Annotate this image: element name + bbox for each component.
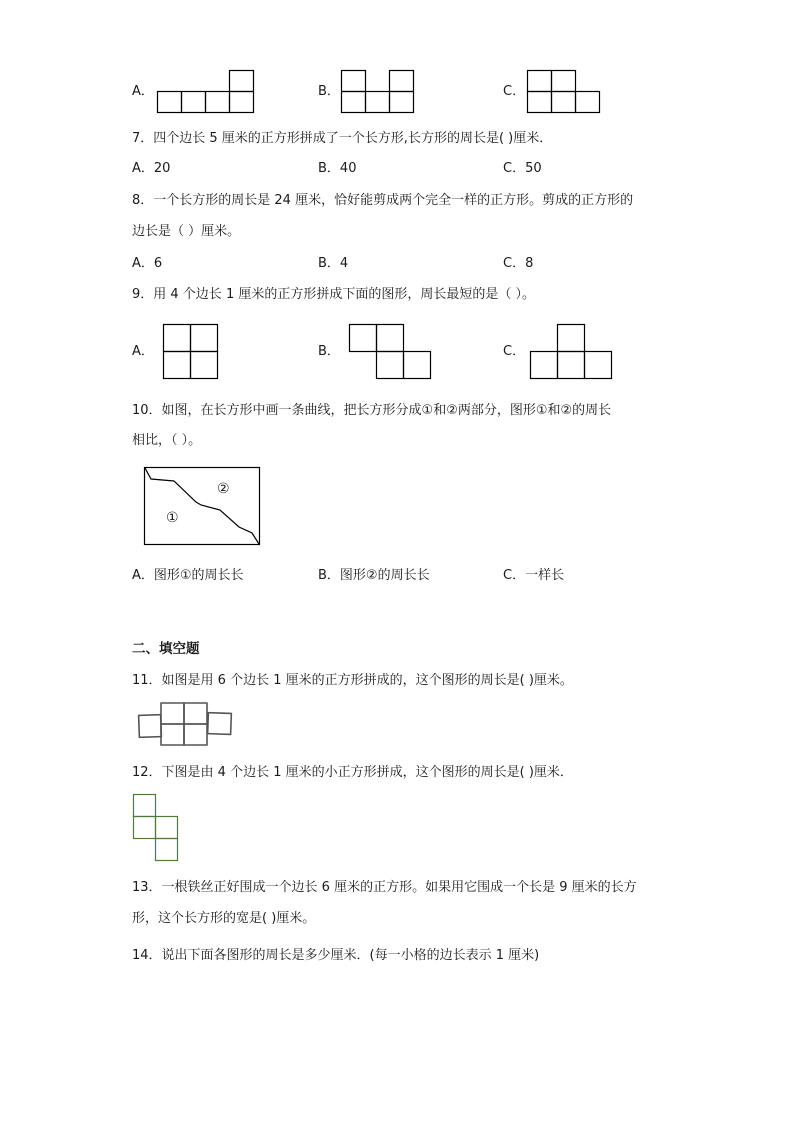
q9-option-a-figure (163, 324, 219, 380)
q10-stem-line2: 相比，（ ）。 (132, 433, 202, 448)
q7-option-c: C．50 (503, 161, 542, 176)
q6-option-b-letter: B． (318, 84, 340, 99)
q10-label-part1: ① (166, 510, 179, 526)
section-2-title: 二、填空题 (132, 641, 200, 657)
q10-option-c: C．一样长 (503, 568, 565, 583)
q8-stem-line2: 边长是（ ）厘米。 (132, 224, 241, 239)
q8-option-a: A．6 (132, 256, 163, 271)
q13-stem-line2: 形，这个长方形的宽是( )厘米。 (132, 911, 316, 926)
q7-stem: 7．四个边长 5 厘米的正方形拼成了一个长方形,长方形的周长是( )厘米． (132, 131, 553, 146)
q8-stem-line1: 8．一个长方形的周长是 24 厘米，恰好能剪成两个完全一样的正方形。剪成的正方形的 (132, 193, 634, 208)
q8-option-c: C．8 (503, 256, 534, 271)
q8-option-b: B．4 (318, 256, 349, 271)
q13-stem-line1: 13．一根铁丝正好围成一个边长 6 厘米的正方形。如果用它围成一个长是 9 厘米的长方 (132, 880, 637, 895)
q10-option-a: A．图形①的周长长 (132, 568, 244, 583)
q10-rectangle-outline (145, 468, 260, 545)
q10-rectangle-figure (144, 467, 262, 547)
q9-option-c-figure (530, 324, 614, 380)
q10-dividing-curve (145, 468, 259, 544)
q6-option-c-figure (527, 70, 601, 114)
q6-option-b-figure (341, 70, 415, 114)
q12-figure (133, 794, 181, 864)
q10-stem-line1: 10．如图，在长方形中画一条曲线，把长方形分成①和②两部分，图形①和②的周长 (132, 403, 612, 418)
q7-option-a: A．20 (132, 161, 171, 176)
q10-option-b: B．图形②的周长长 (318, 568, 430, 583)
q12-stem: 12．下图是由 4 个边长 1 厘米的小正方形拼成，这个图形的周长是( )厘米． (132, 765, 573, 780)
q9-option-a-letter: A． (132, 344, 154, 359)
q6-option-a-figure (157, 70, 255, 114)
q9-option-c-letter: C． (503, 344, 526, 359)
q11-stem: 11．如图是用 6 个边长 1 厘米的正方形拼成的，这个图形的周长是( )厘米。 (132, 673, 573, 688)
q7-option-b: B．40 (318, 161, 357, 176)
q6-option-a-letter: A． (132, 84, 154, 99)
q6-option-c-letter: C． (503, 84, 526, 99)
q11-figure (138, 700, 234, 748)
q9-option-b-letter: B． (318, 344, 340, 359)
q9-option-b-figure (349, 324, 433, 380)
q14-stem: 14．说出下面各图形的周长是多少厘米．(每一小格的边长表示 1 厘米) (132, 948, 540, 963)
q10-label-part2: ② (217, 481, 230, 497)
q9-stem: 9．用 4 个边长 1 厘米的正方形拼成下面的图形，周长最短的是（ ）。 (132, 287, 535, 302)
